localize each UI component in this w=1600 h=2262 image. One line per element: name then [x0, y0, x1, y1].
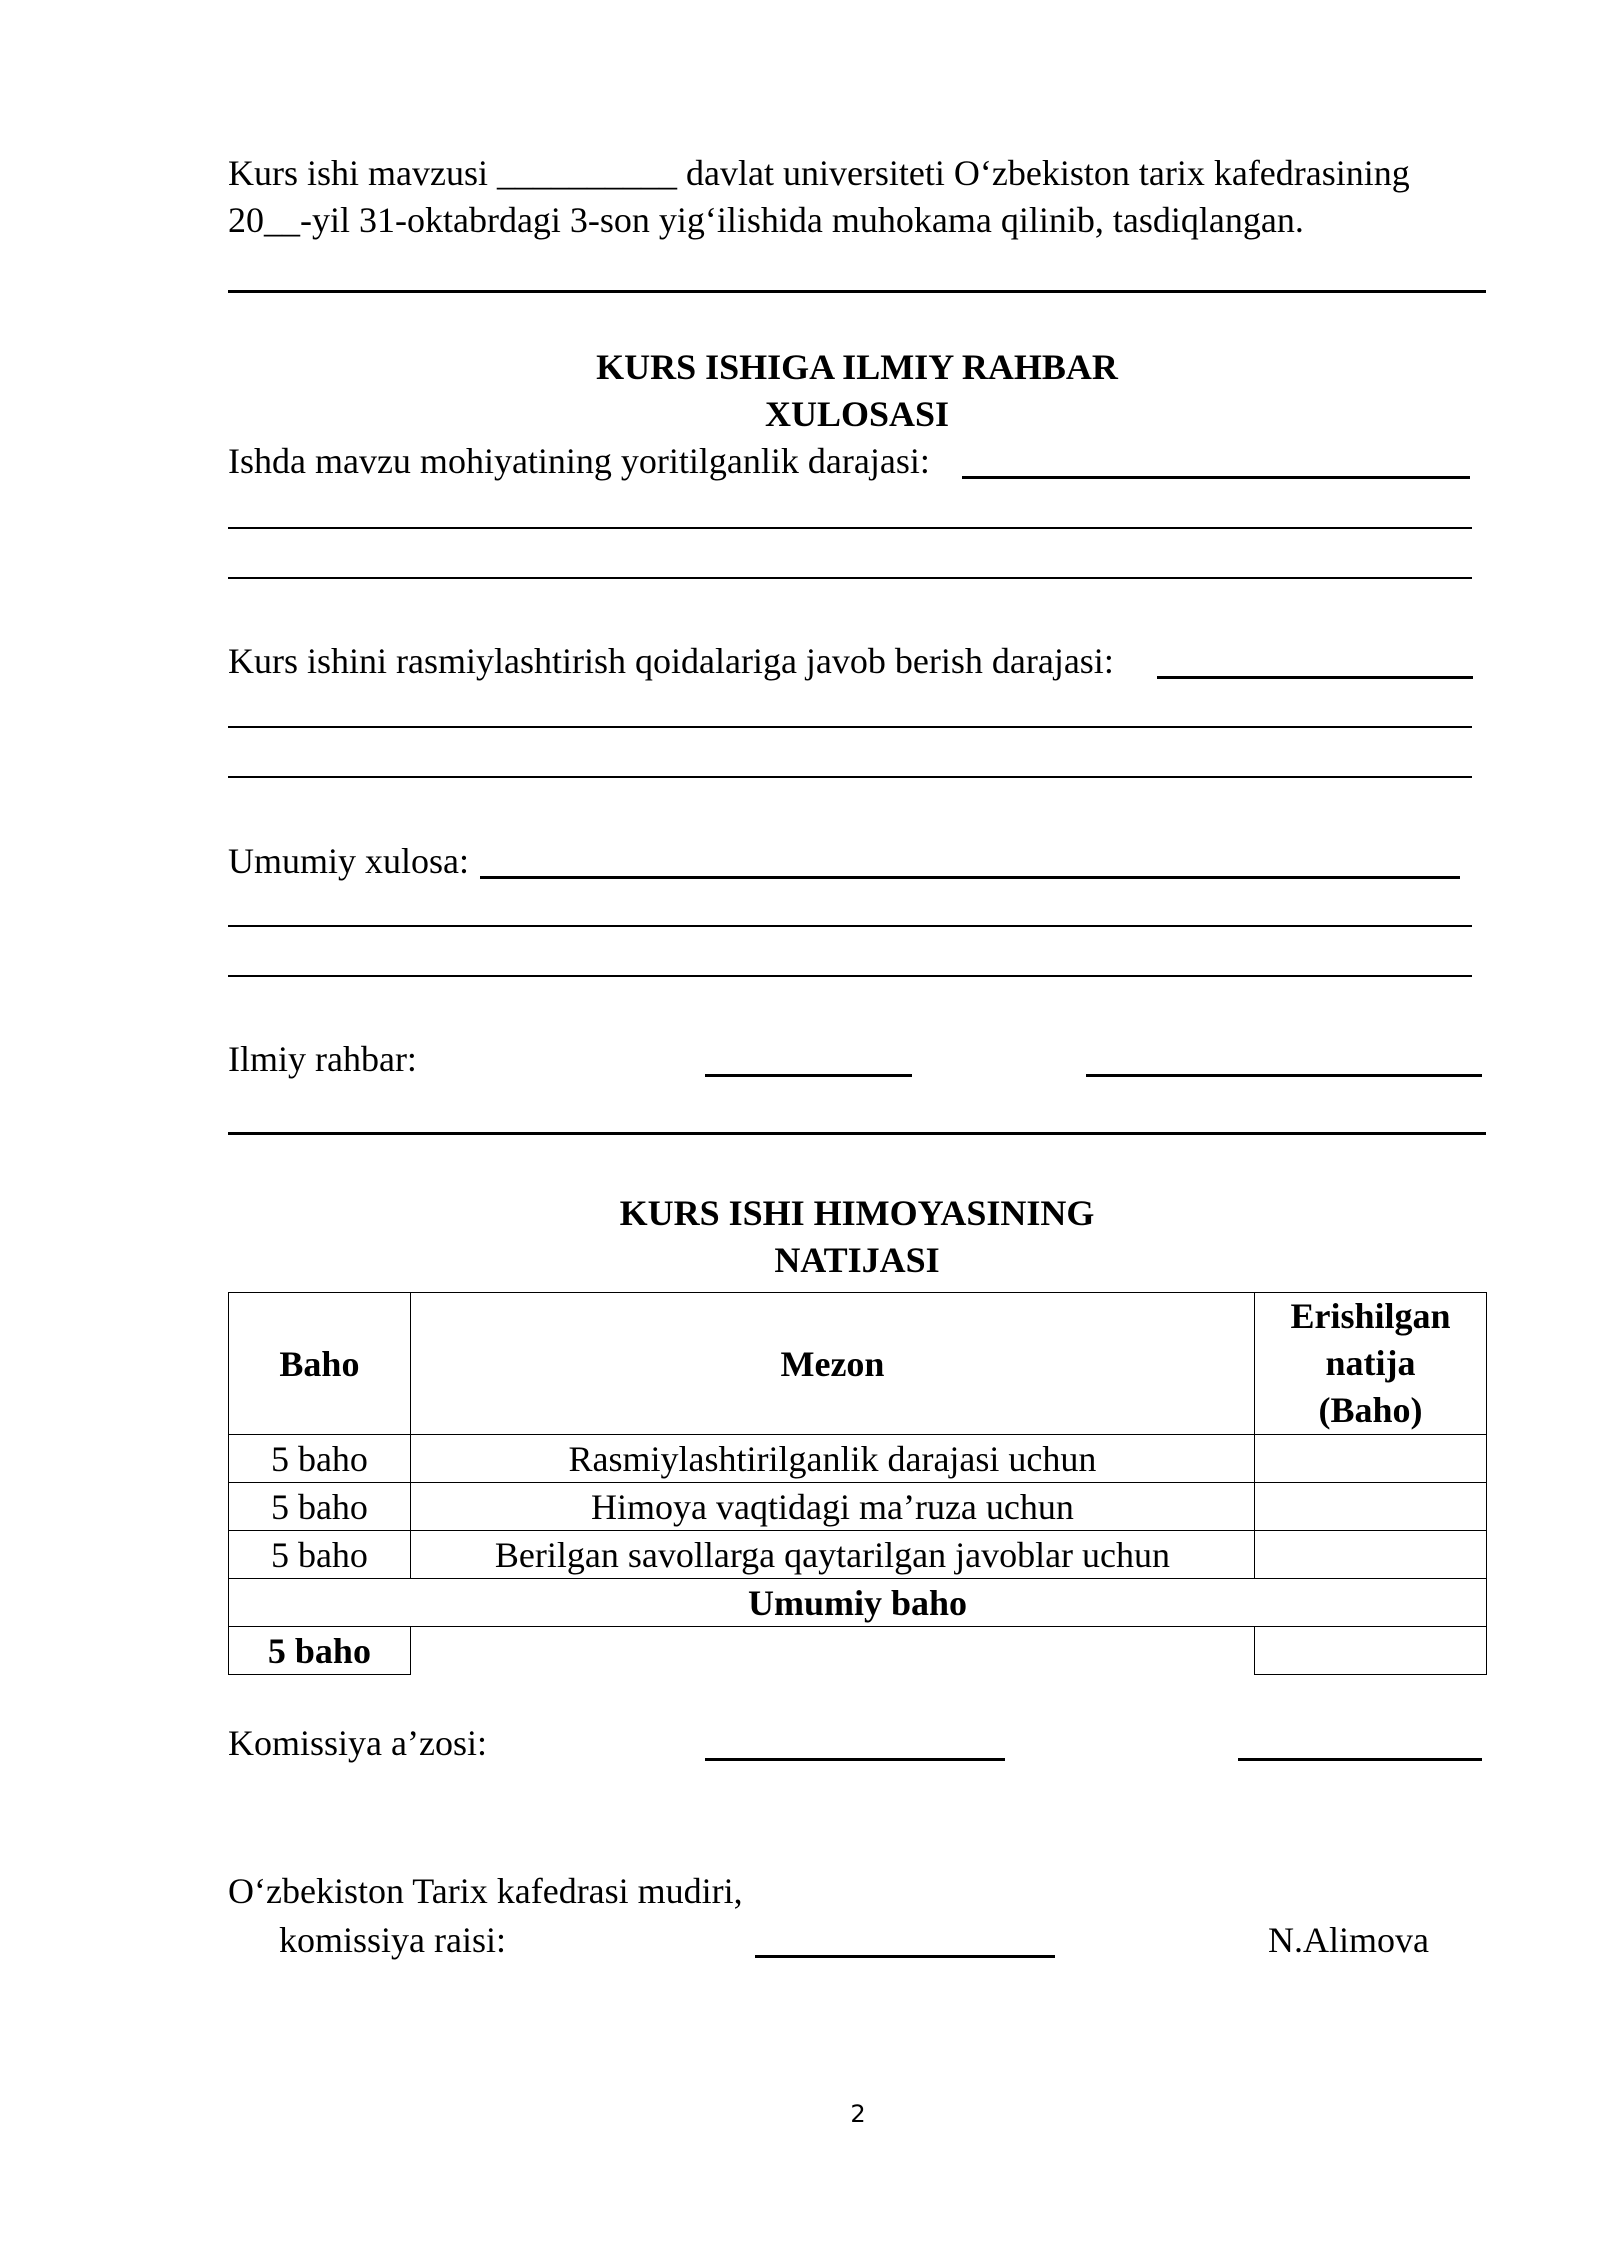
row-grade: 5 baho: [229, 1531, 411, 1579]
row-result-cell[interactable]: [1255, 1531, 1487, 1579]
formatting-level-label: Kurs ishini rasmiylashtirish qoidalariga javob berish darajasi:: [228, 641, 1114, 681]
supervisor-signer-label: Ilmiy rahbar:: [228, 1039, 417, 1079]
general-conclusion-line-3[interactable]: [228, 975, 1472, 977]
commission-member-label: Komissiya a’zosi:: [228, 1723, 487, 1763]
total-result-cell[interactable]: [1255, 1627, 1487, 1675]
table-row: [229, 1531, 1487, 1579]
commission-chair-label: komissiya raisi:: [279, 1920, 506, 1960]
header-criterion: Mezon: [410, 1293, 1254, 1435]
total-empty-cell: [410, 1627, 1254, 1675]
header-result-line-3: (Baho): [1318, 1390, 1423, 1430]
coverage-level-input-line[interactable]: [962, 476, 1470, 479]
header-result-line-2: natija: [1325, 1343, 1416, 1383]
defense-section-title: [228, 1190, 1486, 1284]
intro-line-1: Kurs ishi mavzusi __________ davlat universiteti O‘zbekiston tarix kafedrasining: [228, 153, 1410, 193]
total-grade-label: Umumiy baho: [229, 1579, 1487, 1627]
supervisor-section-title: [228, 344, 1486, 438]
row-criterion: Berilgan savollarga qaytarilgan javoblar uchun: [410, 1531, 1254, 1579]
row-criterion: Himoya vaqtidagi ma’ruza uchun: [410, 1483, 1254, 1531]
row-result-cell[interactable]: [1255, 1435, 1487, 1483]
supervisor-name-line[interactable]: [1086, 1074, 1482, 1077]
defense-results-table: [228, 1292, 1487, 1675]
supervisor-signature-line[interactable]: [705, 1074, 912, 1077]
page-number: 2: [850, 2100, 866, 2128]
row-result-cell[interactable]: [1255, 1483, 1487, 1531]
section-divider-2: [228, 1132, 1486, 1135]
defense-title-line-2: NATIJASI: [774, 1240, 940, 1280]
general-conclusion-input-line[interactable]: [480, 876, 1460, 879]
intro-line-2: 20__-yil 31-oktabrdagi 3-son yig‘ilishida muhokama qilinib, tasdiqlangan.: [228, 200, 1304, 240]
formatting-level-line-3[interactable]: [228, 776, 1472, 778]
coverage-level-label: Ishda mavzu mohiyatining yoritilganlik darajasi:: [228, 441, 930, 481]
table-total-label-row: [229, 1579, 1487, 1627]
coverage-level-line-3[interactable]: [228, 577, 1472, 579]
table-header-row: [229, 1293, 1487, 1435]
formatting-level-input-line[interactable]: [1157, 676, 1473, 679]
commission-name-line[interactable]: [1238, 1758, 1482, 1761]
row-grade: 5 baho: [229, 1435, 411, 1483]
commission-signature-line[interactable]: [705, 1758, 1005, 1761]
total-grade-value: 5 baho: [229, 1627, 411, 1675]
formatting-level-line-2[interactable]: [228, 726, 1472, 728]
department-head-label: O‘zbekiston Tarix kafedrasi mudiri,: [228, 1871, 743, 1911]
header-result: [1255, 1293, 1487, 1435]
chair-signature-line[interactable]: [755, 1955, 1055, 1958]
table-row: [229, 1483, 1487, 1531]
section-divider-1: [228, 290, 1486, 293]
supervisor-title-line-2: XULOSASI: [764, 394, 950, 434]
row-criterion: Rasmiylashtirilganlik darajasi uchun: [410, 1435, 1254, 1483]
table-row: [229, 1435, 1487, 1483]
general-conclusion-label: Umumiy xulosa:: [228, 841, 469, 881]
general-conclusion-line-2[interactable]: [228, 925, 1472, 927]
supervisor-title-line-1: KURS ISHIGA ILMIY RAHBAR: [596, 347, 1118, 387]
table-total-row: [229, 1627, 1487, 1675]
coverage-level-line-2[interactable]: [228, 527, 1472, 529]
intro-paragraph: [228, 150, 1488, 244]
row-grade: 5 baho: [229, 1483, 411, 1531]
chair-name: N.Alimova: [1268, 1920, 1429, 1960]
header-grade: Baho: [229, 1293, 411, 1435]
header-result-line-1: Erishilgan: [1290, 1296, 1451, 1336]
defense-title-line-1: KURS ISHI HIMOYASINING: [619, 1193, 1095, 1233]
